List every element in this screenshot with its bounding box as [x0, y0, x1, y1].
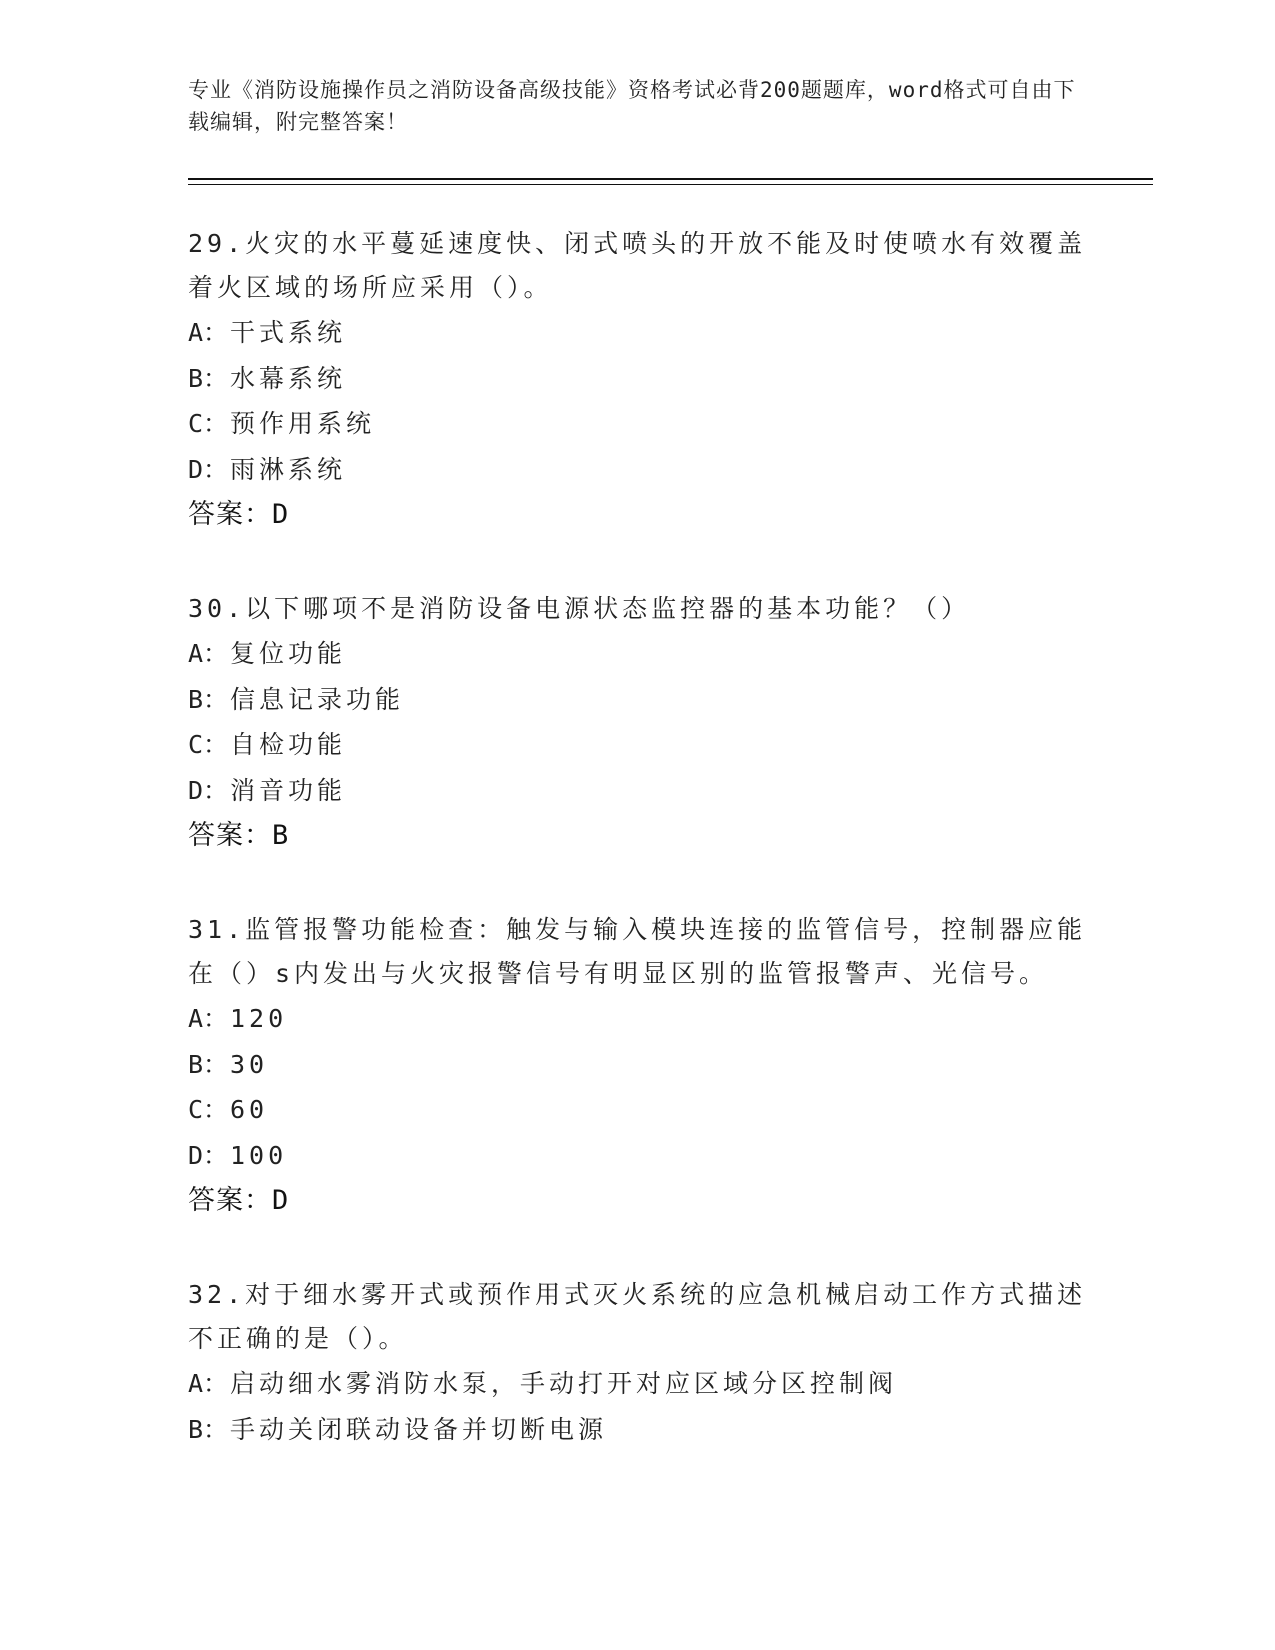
option-b: [188, 677, 1088, 723]
option-a: [188, 1361, 1088, 1407]
option-letter: B：: [188, 1049, 229, 1079]
answer-value: D: [272, 1185, 290, 1216]
option-text: 预作用系统: [230, 409, 376, 438]
question-32: [188, 1273, 1088, 1452]
header-divider: [188, 178, 1153, 180]
answer-label: 答案：: [188, 1185, 272, 1216]
option-text: 30: [230, 1049, 269, 1079]
answer-value: D: [272, 499, 290, 530]
option-letter: D：: [188, 775, 229, 805]
option-c: [188, 401, 1088, 447]
option-letter: C：: [188, 1095, 229, 1124]
option-letter: C：: [188, 730, 229, 759]
question-29: [188, 222, 1088, 538]
option-text: 水幕系统: [230, 363, 347, 393]
option-text: 自检功能: [230, 730, 347, 759]
option-a: [188, 631, 1088, 677]
option-text: 启动细水雾消防水泵，手动打开对应区域分区控制阀: [230, 1369, 898, 1398]
option-letter: A：: [188, 1004, 229, 1033]
option-letter: D：: [188, 454, 229, 484]
option-text: 干式系统: [230, 318, 347, 347]
option-b: [188, 356, 1088, 402]
option-c: [188, 722, 1088, 768]
header-divider-thin: [188, 184, 1153, 185]
option-text: 手动关闭联动设备并切断电源: [230, 1414, 608, 1444]
answer-label: 答案：: [188, 499, 272, 530]
option-c: [188, 1087, 1088, 1133]
question-30: [188, 587, 1088, 859]
option-letter: C：: [188, 409, 229, 438]
option-b: [188, 1407, 1088, 1453]
option-letter: B：: [188, 1414, 229, 1444]
question-text: 30.以下哪项不是消防设备电源状态监控器的基本功能？（）: [188, 594, 971, 623]
option-letter: B：: [188, 363, 229, 393]
option-d: [188, 447, 1088, 493]
question-text: 29.火灾的水平蔓延速度快、闭式喷头的开放不能及时使喷水有效覆盖着火区域的场所应采用（）。: [188, 229, 1087, 302]
answer-label: 答案：: [188, 820, 272, 851]
option-d: [188, 768, 1088, 814]
option-text: 消音功能: [230, 775, 347, 805]
option-text: 信息记录功能: [230, 684, 405, 714]
option-a: [188, 996, 1088, 1042]
question-text: 32.对于细水雾开式或预作用式灭火系统的应急机械启动工作方式描述不正确的是（）。: [188, 1280, 1087, 1353]
option-letter: A：: [188, 318, 229, 347]
option-letter: A：: [188, 1369, 229, 1398]
option-text: 120: [230, 1004, 288, 1033]
answer-line: [188, 1178, 1088, 1224]
option-text: 100: [230, 1140, 288, 1170]
option-letter: D：: [188, 1140, 229, 1170]
option-letter: B：: [188, 684, 229, 714]
option-letter: A：: [188, 639, 229, 668]
option-b: [188, 1042, 1088, 1088]
question-text: 31.监管报警功能检查：触发与输入模块连接的监管信号，控制器应能在（）s内发出与火灾报警信号有明显区别的监管报警声、光信号。: [188, 915, 1087, 988]
option-a: [188, 310, 1088, 356]
answer-value: B: [272, 820, 290, 851]
option-text: 雨淋系统: [230, 454, 347, 484]
option-text: 复位功能: [230, 639, 347, 668]
answer-line: [188, 813, 1088, 859]
answer-line: [188, 492, 1088, 538]
question-31: [188, 908, 1088, 1224]
option-d: [188, 1133, 1088, 1179]
document-header: 专业《消防设施操作员之消防设备高级技能》资格考试必背200题题库，word格式可自由下载编辑，附完整答案！: [188, 78, 1076, 134]
option-text: 60: [230, 1095, 269, 1124]
